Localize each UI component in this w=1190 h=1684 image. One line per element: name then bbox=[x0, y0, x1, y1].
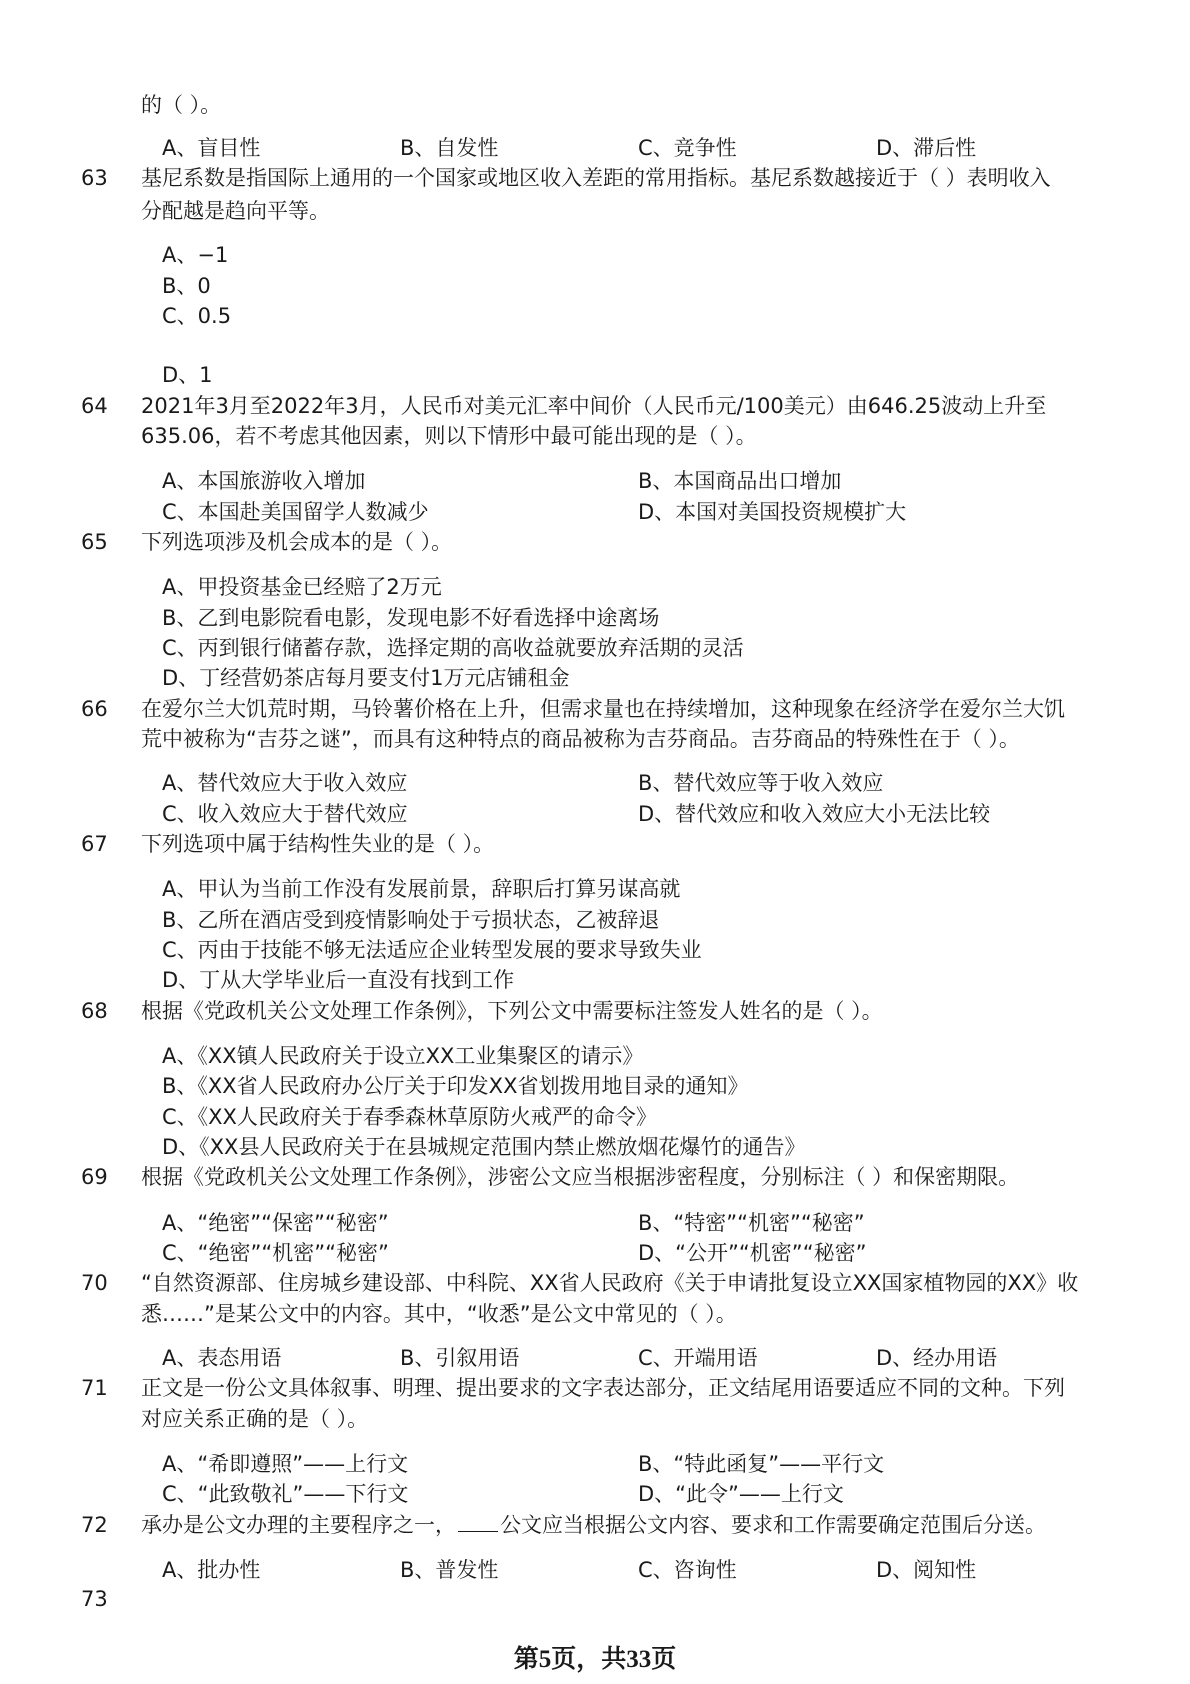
question-71-option-b: B、“特此函复”——平行文 bbox=[638, 1452, 885, 1476]
question-67-option-a: A、甲认为当前工作没有发展前景，辞职后打算另谋高就 bbox=[162, 877, 681, 901]
question-72-option-c: C、咨询性 bbox=[638, 1558, 737, 1582]
question-73-number: 73 bbox=[81, 1587, 108, 1611]
question-68-option-a: A、《XX镇人民政府关于设立XX工业集聚区的请示》 bbox=[162, 1044, 644, 1068]
fill-in-blank bbox=[458, 1511, 498, 1532]
question-72-stem-before: 承办是公文办理的主要程序之一， bbox=[141, 1513, 456, 1537]
question-62-option-d: D、滞后性 bbox=[876, 136, 977, 160]
question-63-option-c: C、0.5 bbox=[162, 304, 232, 328]
question-63-stem-line-1: 基尼系数是指国际上通用的一个国家或地区收入差距的常用指标。基尼系数越接近于（ ）表明收入 bbox=[141, 166, 1051, 190]
question-71-option-a: A、“希即遵照”——上行文 bbox=[162, 1452, 409, 1476]
question-72-option-b: B、普发性 bbox=[400, 1558, 499, 1582]
question-63-option-b: B、0 bbox=[162, 274, 211, 298]
question-63-number: 63 bbox=[81, 166, 108, 190]
question-68-stem-line-1: 根据《党政机关公文处理工作条例》，下列公文中需要标注签发人姓名的是（ ）。 bbox=[141, 999, 883, 1023]
question-69-option-a: A、“绝密”“保密”“秘密” bbox=[162, 1211, 389, 1235]
question-71-option-c: C、“此致敬礼”——下行文 bbox=[162, 1482, 409, 1506]
question-64-option-d: D、本国对美国投资规模扩大 bbox=[638, 500, 907, 524]
question-62-option-c: C、竞争性 bbox=[638, 136, 737, 160]
question-70-option-d: D、经办用语 bbox=[876, 1346, 998, 1370]
question-65-option-d: D、丁经营奶茶店每月要支付1万元店铺租金 bbox=[162, 666, 570, 690]
question-66-option-c: C、收入效应大于替代效应 bbox=[162, 802, 408, 826]
question-62-stem-tail: 的（ ）。 bbox=[141, 93, 222, 117]
question-71-number: 71 bbox=[81, 1376, 108, 1400]
question-72-option-a: A、批办性 bbox=[162, 1558, 261, 1582]
question-69-number: 69 bbox=[81, 1165, 108, 1189]
question-68-number: 68 bbox=[81, 999, 108, 1023]
question-65-stem-line-1: 下列选项涉及机会成本的是（ ）。 bbox=[141, 530, 453, 554]
question-71-stem-line-2: 对应关系正确的是（ ）。 bbox=[141, 1407, 369, 1431]
question-72-stem-after: 公文应当根据公文内容、要求和工作需要确定范围后分送。 bbox=[500, 1513, 1046, 1537]
question-69-option-b: B、“特密”“机密”“秘密” bbox=[638, 1211, 865, 1235]
question-66-option-b: B、替代效应等于收入效应 bbox=[638, 771, 884, 795]
question-63-option-a: A、−1 bbox=[162, 243, 229, 267]
question-66-option-a: A、替代效应大于收入效应 bbox=[162, 771, 408, 795]
question-64-option-a: A、本国旅游收入增加 bbox=[162, 469, 366, 493]
question-68-option-c: C、《XX人民政府关于春季森林草原防火戒严的命令》 bbox=[162, 1105, 657, 1129]
question-68-option-b: B、《XX省人民政府办公厅关于印发XX省划拨用地目录的通知》 bbox=[162, 1074, 749, 1098]
question-69-option-c: C、“绝密”“机密”“秘密” bbox=[162, 1241, 389, 1265]
question-70-stem-line-1: “自然资源部、住房城乡建设部、中科院、XX省人民政府《关于申请批复设立XX国家植物园的XX》收 bbox=[141, 1271, 1079, 1295]
question-67-option-b: B、乙所在酒店受到疫情影响处于亏损状态，乙被辞退 bbox=[162, 908, 660, 932]
question-65-option-a: A、甲投资基金已经赔了2万元 bbox=[162, 575, 442, 599]
question-71-stem-line-1: 正文是一份公文具体叙事、明理、提出要求的文字表达部分，正文结尾用语要适应不同的文种。下列 bbox=[141, 1376, 1065, 1400]
question-67-stem-line-1: 下列选项中属于结构性失业的是（ ）。 bbox=[141, 832, 495, 856]
question-62-option-a: A、盲目性 bbox=[162, 136, 261, 160]
question-65-number: 65 bbox=[81, 530, 108, 554]
question-66-number: 66 bbox=[81, 697, 108, 721]
question-62-option-b: B、自发性 bbox=[400, 136, 499, 160]
question-67-option-d: D、丁从大学毕业后一直没有找到工作 bbox=[162, 968, 515, 992]
question-65-option-c: C、丙到银行储蓄存款，选择定期的高收益就要放弃活期的灵活 bbox=[162, 636, 744, 660]
question-66-stem-line-1: 在爱尔兰大饥荒时期，马铃薯价格在上升，但需求量也在持续增加，这种现象在经济学在爱尔兰大饥 bbox=[141, 697, 1065, 721]
question-64-option-b: B、本国商品出口增加 bbox=[638, 469, 842, 493]
question-65-option-b: B、乙到电影院看电影，发现电影不好看选择中途离场 bbox=[162, 606, 660, 630]
question-66-option-d: D、替代效应和收入效应大小无法比较 bbox=[638, 802, 991, 826]
question-70-option-b: B、引叙用语 bbox=[400, 1346, 520, 1370]
question-69-stem-line-1: 根据《党政机关公文处理工作条例》，涉密公文应当根据涉密程度，分别标注（ ）和保密期限。 bbox=[141, 1165, 1020, 1189]
question-67-number: 67 bbox=[81, 832, 108, 856]
question-70-option-a: A、表态用语 bbox=[162, 1346, 282, 1370]
question-70-stem-line-2: 悉……”是某公文中的内容。其中，“收悉”是公文中常见的（ ）。 bbox=[141, 1302, 737, 1326]
question-72-option-d: D、阅知性 bbox=[876, 1558, 977, 1582]
question-63-stem-line-2: 分配越是趋向平等。 bbox=[141, 199, 330, 223]
question-64-option-c: C、本国赴美国留学人数减少 bbox=[162, 500, 429, 524]
question-64-stem-line-1: 2021年3月至2022年3月，人民币对美元汇率中间价（人民币元/100美元）由646.25波动上升至 bbox=[141, 394, 1047, 418]
question-64-stem-line-2: 635.06，若不考虑其他因素，则以下情形中最可能出现的是（ ）。 bbox=[141, 424, 757, 448]
question-68-option-d: D、《XX县人民政府关于在县城规定范围内禁止燃放烟花爆竹的通告》 bbox=[162, 1135, 806, 1159]
page-footer: 第5页，共33页 bbox=[513, 1646, 677, 1673]
question-66-stem-line-2: 荒中被称为“吉芬之谜”，而具有这种特点的商品被称为吉芬商品。吉芬商品的特殊性在于（ ）。 bbox=[141, 727, 1020, 751]
question-70-number: 70 bbox=[81, 1271, 108, 1295]
question-63-option-d: D、1 bbox=[162, 363, 213, 387]
question-67-option-c: C、丙由于技能不够无法适应企业转型发展的要求导致失业 bbox=[162, 938, 702, 962]
question-71-option-d: D、“此令”——上行文 bbox=[638, 1482, 844, 1506]
question-64-number: 64 bbox=[81, 394, 108, 418]
question-72-stem-line-1 bbox=[141, 1510, 1046, 1540]
question-70-option-c: C、开端用语 bbox=[638, 1346, 758, 1370]
question-72-number: 72 bbox=[81, 1513, 108, 1537]
question-69-option-d: D、“公开”“机密”“秘密” bbox=[638, 1241, 867, 1265]
